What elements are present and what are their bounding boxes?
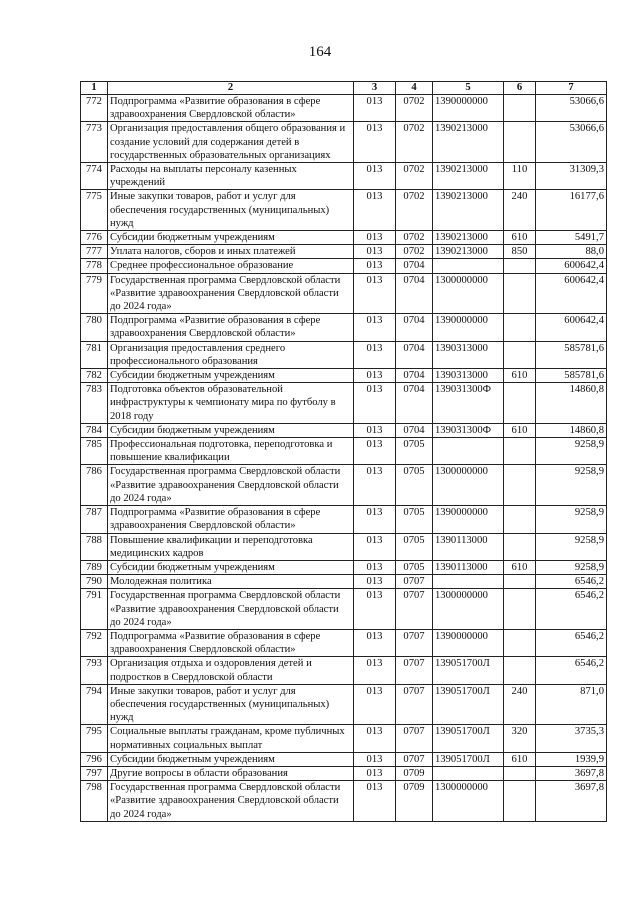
table-row bbox=[81, 273, 607, 314]
expense-type-cell bbox=[504, 95, 536, 122]
amount-cell: 3697,8 bbox=[536, 781, 607, 822]
target-article-cell bbox=[433, 766, 504, 780]
amount-cell: 585781,6 bbox=[536, 369, 607, 383]
ministry-code-cell: 013 bbox=[354, 766, 396, 780]
item-name-cell: Организация предоставления общего образования и создание условий для содержания детей в государственных образовательных организациях bbox=[108, 122, 354, 163]
section-code-cell: 0702 bbox=[396, 95, 433, 122]
table-row bbox=[81, 589, 607, 630]
ministry-code-cell: 013 bbox=[354, 506, 396, 533]
ministry-code-cell: 013 bbox=[354, 273, 396, 314]
item-name-cell: Социальные выплаты гражданам, кроме публичных нормативных социальных выплат bbox=[108, 725, 354, 752]
row-number-cell: 776 bbox=[81, 231, 108, 245]
table-row bbox=[81, 465, 607, 506]
table-row bbox=[81, 190, 607, 231]
expense-type-cell bbox=[504, 589, 536, 630]
section-code-cell: 0704 bbox=[396, 273, 433, 314]
item-name-cell: Другие вопросы в области образования bbox=[108, 766, 354, 780]
row-number-cell: 778 bbox=[81, 259, 108, 273]
ministry-code-cell: 013 bbox=[354, 684, 396, 725]
ministry-code-cell: 013 bbox=[354, 259, 396, 273]
expense-type-cell: 610 bbox=[504, 369, 536, 383]
row-number-cell: 782 bbox=[81, 369, 108, 383]
item-name-cell: Государственная программа Свердловской области «Развитие здравоохранения Свердловской области до 2024 года» bbox=[108, 781, 354, 822]
table-row bbox=[81, 506, 607, 533]
amount-cell: 3735,3 bbox=[536, 725, 607, 752]
row-number-cell: 789 bbox=[81, 560, 108, 574]
amount-cell: 585781,6 bbox=[536, 341, 607, 368]
header-cell: 2 bbox=[108, 82, 354, 95]
section-code-cell: 0709 bbox=[396, 781, 433, 822]
target-article-cell: 1390213000 bbox=[433, 163, 504, 190]
table-row bbox=[81, 752, 607, 766]
row-number-cell: 784 bbox=[81, 423, 108, 437]
expense-type-cell: 610 bbox=[504, 231, 536, 245]
amount-cell: 5491,7 bbox=[536, 231, 607, 245]
expense-type-cell bbox=[504, 273, 536, 314]
amount-cell: 16177,6 bbox=[536, 190, 607, 231]
item-name-cell: Субсидии бюджетным учреждениям bbox=[108, 560, 354, 574]
item-name-cell: Подпрограмма «Развитие образования в сфере здравоохранения Свердловской области» bbox=[108, 629, 354, 656]
row-number-cell: 788 bbox=[81, 533, 108, 560]
table-row bbox=[81, 163, 607, 190]
table-row bbox=[81, 781, 607, 822]
table-row bbox=[81, 245, 607, 259]
table-row bbox=[81, 341, 607, 368]
row-number-cell: 786 bbox=[81, 465, 108, 506]
header-cell: 3 bbox=[354, 82, 396, 95]
ministry-code-cell: 013 bbox=[354, 122, 396, 163]
item-name-cell: Иные закупки товаров, работ и услуг для обеспечения государственных (муниципальных) нужд bbox=[108, 684, 354, 725]
target-article-cell: 1390000000 bbox=[433, 314, 504, 341]
page-number: 164 bbox=[308, 44, 332, 60]
table-row bbox=[81, 314, 607, 341]
section-code-cell: 0704 bbox=[396, 423, 433, 437]
section-code-cell: 0707 bbox=[396, 589, 433, 630]
amount-cell: 53066,6 bbox=[536, 95, 607, 122]
section-code-cell: 0707 bbox=[396, 725, 433, 752]
target-article-cell: 1390000000 bbox=[433, 506, 504, 533]
ministry-code-cell: 013 bbox=[354, 657, 396, 684]
item-name-cell: Субсидии бюджетным учреждениям bbox=[108, 423, 354, 437]
section-code-cell: 0705 bbox=[396, 533, 433, 560]
expense-type-cell bbox=[504, 506, 536, 533]
row-number-cell: 797 bbox=[81, 766, 108, 780]
table-row bbox=[81, 122, 607, 163]
target-article-cell: 1300000000 bbox=[433, 273, 504, 314]
item-name-cell: Повышение квалификации и переподготовка медицинских кадров bbox=[108, 533, 354, 560]
item-name-cell: Субсидии бюджетным учреждениям bbox=[108, 231, 354, 245]
table-row bbox=[81, 259, 607, 273]
row-number-cell: 798 bbox=[81, 781, 108, 822]
expense-type-cell bbox=[504, 766, 536, 780]
amount-cell: 31309,3 bbox=[536, 163, 607, 190]
amount-cell: 871,0 bbox=[536, 684, 607, 725]
ministry-code-cell: 013 bbox=[354, 190, 396, 231]
table-row bbox=[81, 766, 607, 780]
target-article-cell: 1300000000 bbox=[433, 465, 504, 506]
item-name-cell: Государственная программа Свердловской области «Развитие здравоохранения Свердловской области до 2024 года» bbox=[108, 589, 354, 630]
ministry-code-cell: 013 bbox=[354, 383, 396, 424]
item-name-cell: Организация предоставления среднего профессионального образования bbox=[108, 341, 354, 368]
row-number-cell: 794 bbox=[81, 684, 108, 725]
amount-cell: 53066,6 bbox=[536, 122, 607, 163]
table-row bbox=[81, 95, 607, 122]
target-article-cell: 1390213000 bbox=[433, 122, 504, 163]
table-row bbox=[81, 575, 607, 589]
row-number-cell: 793 bbox=[81, 657, 108, 684]
header-cell: 4 bbox=[396, 82, 433, 95]
section-code-cell: 0704 bbox=[396, 369, 433, 383]
amount-cell: 6546,2 bbox=[536, 575, 607, 589]
header-cell: 5 bbox=[433, 82, 504, 95]
target-article-cell: 1390113000 bbox=[433, 533, 504, 560]
target-article-cell: 1390113000 bbox=[433, 560, 504, 574]
target-article-cell: 1390313000 bbox=[433, 341, 504, 368]
amount-cell: 6546,2 bbox=[536, 589, 607, 630]
ministry-code-cell: 013 bbox=[354, 575, 396, 589]
item-name-cell: Субсидии бюджетным учреждениям bbox=[108, 369, 354, 383]
expense-type-cell bbox=[504, 657, 536, 684]
section-code-cell: 0705 bbox=[396, 465, 433, 506]
section-code-cell: 0702 bbox=[396, 231, 433, 245]
expense-type-cell bbox=[504, 122, 536, 163]
table-row bbox=[81, 533, 607, 560]
expense-type-cell: 110 bbox=[504, 163, 536, 190]
amount-cell: 14860,8 bbox=[536, 383, 607, 424]
item-name-cell: Подготовка объектов образовательной инфраструктуры к чемпионату мира по футболу в 2018 году bbox=[108, 383, 354, 424]
amount-cell: 88,0 bbox=[536, 245, 607, 259]
ministry-code-cell: 013 bbox=[354, 314, 396, 341]
section-code-cell: 0705 bbox=[396, 438, 433, 465]
expense-type-cell bbox=[504, 575, 536, 589]
ministry-code-cell: 013 bbox=[354, 438, 396, 465]
target-article-cell: 139031300Ф bbox=[433, 423, 504, 437]
expense-type-cell bbox=[504, 383, 536, 424]
amount-cell: 600642,4 bbox=[536, 273, 607, 314]
ministry-code-cell: 013 bbox=[354, 629, 396, 656]
section-code-cell: 0702 bbox=[396, 163, 433, 190]
amount-cell: 600642,4 bbox=[536, 259, 607, 273]
item-name-cell: Подпрограмма «Развитие образования в сфере здравоохранения Свердловской области» bbox=[108, 506, 354, 533]
ministry-code-cell: 013 bbox=[354, 95, 396, 122]
item-name-cell: Подпрограмма «Развитие образования в сфере здравоохранения Свердловской области» bbox=[108, 95, 354, 122]
expense-type-cell: 850 bbox=[504, 245, 536, 259]
ministry-code-cell: 013 bbox=[354, 725, 396, 752]
row-number-cell: 781 bbox=[81, 341, 108, 368]
amount-cell: 6546,2 bbox=[536, 629, 607, 656]
target-article-cell: 1390213000 bbox=[433, 190, 504, 231]
item-name-cell: Иные закупки товаров, работ и услуг для обеспечения государственных (муниципальных) нужд bbox=[108, 190, 354, 231]
section-code-cell: 0702 bbox=[396, 122, 433, 163]
row-number-cell: 787 bbox=[81, 506, 108, 533]
row-number-cell: 791 bbox=[81, 589, 108, 630]
target-article-cell: 1390000000 bbox=[433, 95, 504, 122]
row-number-cell: 796 bbox=[81, 752, 108, 766]
expense-type-cell: 320 bbox=[504, 725, 536, 752]
amount-cell: 600642,4 bbox=[536, 314, 607, 341]
ministry-code-cell: 013 bbox=[354, 781, 396, 822]
row-number-cell: 783 bbox=[81, 383, 108, 424]
target-article-cell bbox=[433, 259, 504, 273]
ministry-code-cell: 013 bbox=[354, 465, 396, 506]
ministry-code-cell: 013 bbox=[354, 560, 396, 574]
item-name-cell: Молодежная политика bbox=[108, 575, 354, 589]
target-article-cell: 139051700Л bbox=[433, 657, 504, 684]
item-name-cell: Подпрограмма «Развитие образования в сфере здравоохранения Свердловской области» bbox=[108, 314, 354, 341]
ministry-code-cell: 013 bbox=[354, 423, 396, 437]
expense-type-cell bbox=[504, 438, 536, 465]
amount-cell: 9258,9 bbox=[536, 560, 607, 574]
item-name-cell: Субсидии бюджетным учреждениям bbox=[108, 752, 354, 766]
row-number-cell: 785 bbox=[81, 438, 108, 465]
expense-type-cell bbox=[504, 314, 536, 341]
expense-type-cell bbox=[504, 629, 536, 656]
section-code-cell: 0705 bbox=[396, 506, 433, 533]
ministry-code-cell: 013 bbox=[354, 589, 396, 630]
ministry-code-cell: 013 bbox=[354, 752, 396, 766]
target-article-cell: 1300000000 bbox=[433, 781, 504, 822]
item-name-cell: Государственная программа Свердловской области «Развитие здравоохранения Свердловской области до 2024 года» bbox=[108, 273, 354, 314]
table-row bbox=[81, 438, 607, 465]
target-article-cell: 1390213000 bbox=[433, 231, 504, 245]
table-row bbox=[81, 423, 607, 437]
table-row bbox=[81, 657, 607, 684]
section-code-cell: 0705 bbox=[396, 560, 433, 574]
expense-type-cell bbox=[504, 341, 536, 368]
target-article-cell: 1300000000 bbox=[433, 589, 504, 630]
row-number-cell: 790 bbox=[81, 575, 108, 589]
amount-cell: 9258,9 bbox=[536, 438, 607, 465]
table-row bbox=[81, 369, 607, 383]
expense-type-cell bbox=[504, 781, 536, 822]
header-row bbox=[81, 82, 607, 95]
table-row bbox=[81, 231, 607, 245]
row-number-cell: 773 bbox=[81, 122, 108, 163]
target-article-cell: 139051700Л bbox=[433, 684, 504, 725]
ministry-code-cell: 013 bbox=[354, 533, 396, 560]
target-article-cell: 1390213000 bbox=[433, 245, 504, 259]
section-code-cell: 0704 bbox=[396, 383, 433, 424]
ministry-code-cell: 013 bbox=[354, 231, 396, 245]
section-code-cell: 0707 bbox=[396, 657, 433, 684]
expense-type-cell bbox=[504, 465, 536, 506]
section-code-cell: 0707 bbox=[396, 629, 433, 656]
target-article-cell: 139031300Ф bbox=[433, 383, 504, 424]
row-number-cell: 792 bbox=[81, 629, 108, 656]
item-name-cell: Среднее профессиональное образование bbox=[108, 259, 354, 273]
section-code-cell: 0704 bbox=[396, 314, 433, 341]
table-row bbox=[81, 725, 607, 752]
section-code-cell: 0709 bbox=[396, 766, 433, 780]
ministry-code-cell: 013 bbox=[354, 341, 396, 368]
target-article-cell: 1390313000 bbox=[433, 369, 504, 383]
row-number-cell: 779 bbox=[81, 273, 108, 314]
row-number-cell: 780 bbox=[81, 314, 108, 341]
table-row bbox=[81, 684, 607, 725]
section-code-cell: 0704 bbox=[396, 341, 433, 368]
amount-cell: 1939,9 bbox=[536, 752, 607, 766]
expense-type-cell: 240 bbox=[504, 684, 536, 725]
item-name-cell: Профессиональная подготовка, переподготовка и повышение квалификации bbox=[108, 438, 354, 465]
item-name-cell: Организация отдыха и оздоровления детей и подростков в Свердловской области bbox=[108, 657, 354, 684]
table-row bbox=[81, 560, 607, 574]
budget-table bbox=[80, 81, 607, 822]
item-name-cell: Расходы на выплаты персоналу казенных учреждений bbox=[108, 163, 354, 190]
header-cell: 7 bbox=[536, 82, 607, 95]
section-code-cell: 0702 bbox=[396, 245, 433, 259]
expense-type-cell: 610 bbox=[504, 752, 536, 766]
target-article-cell: 1390000000 bbox=[433, 629, 504, 656]
amount-cell: 3697,8 bbox=[536, 766, 607, 780]
amount-cell: 9258,9 bbox=[536, 465, 607, 506]
section-code-cell: 0707 bbox=[396, 684, 433, 725]
table-row bbox=[81, 383, 607, 424]
row-number-cell: 774 bbox=[81, 163, 108, 190]
expense-type-cell bbox=[504, 259, 536, 273]
row-number-cell: 795 bbox=[81, 725, 108, 752]
header-cell: 1 bbox=[81, 82, 108, 95]
section-code-cell: 0702 bbox=[396, 190, 433, 231]
ministry-code-cell: 013 bbox=[354, 163, 396, 190]
expense-type-cell: 610 bbox=[504, 423, 536, 437]
target-article-cell bbox=[433, 575, 504, 589]
section-code-cell: 0707 bbox=[396, 575, 433, 589]
row-number-cell: 777 bbox=[81, 245, 108, 259]
row-number-cell: 772 bbox=[81, 95, 108, 122]
row-number-cell: 775 bbox=[81, 190, 108, 231]
amount-cell: 9258,9 bbox=[536, 506, 607, 533]
table-row bbox=[81, 629, 607, 656]
expense-type-cell: 240 bbox=[504, 190, 536, 231]
ministry-code-cell: 013 bbox=[354, 369, 396, 383]
target-article-cell bbox=[433, 438, 504, 465]
header-cell: 6 bbox=[504, 82, 536, 95]
amount-cell: 14860,8 bbox=[536, 423, 607, 437]
section-code-cell: 0707 bbox=[396, 752, 433, 766]
expense-type-cell bbox=[504, 533, 536, 560]
target-article-cell: 139051700Л bbox=[433, 752, 504, 766]
amount-cell: 6546,2 bbox=[536, 657, 607, 684]
expense-type-cell: 610 bbox=[504, 560, 536, 574]
item-name-cell: Государственная программа Свердловской области «Развитие здравоохранения Свердловской области до 2024 года» bbox=[108, 465, 354, 506]
ministry-code-cell: 013 bbox=[354, 245, 396, 259]
target-article-cell: 139051700Л bbox=[433, 725, 504, 752]
section-code-cell: 0704 bbox=[396, 259, 433, 273]
amount-cell: 9258,9 bbox=[536, 533, 607, 560]
item-name-cell: Уплата налогов, сборов и иных платежей bbox=[108, 245, 354, 259]
